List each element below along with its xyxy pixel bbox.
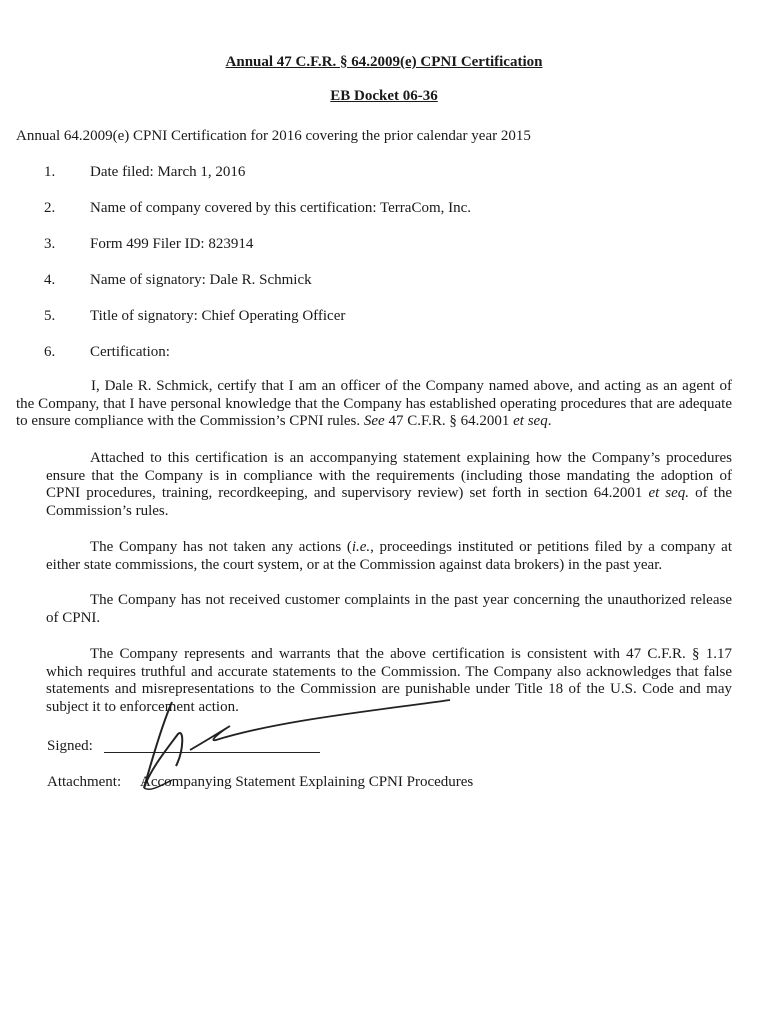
document-title: Annual 47 C.F.R. § 64.2009(e) CPNI Certification <box>225 54 543 70</box>
item-number: 4. <box>44 272 56 288</box>
signed-label: Signed: <box>47 738 93 754</box>
item-text: Name of company covered by this certification: TerraCom, Inc. <box>90 200 472 216</box>
item-text: Certification: <box>90 344 170 360</box>
list-item <box>44 272 312 289</box>
actions-paragraph: The Company has not taken any actions (i.e., proceedings instituted or petitions filed by a company at either state commissions, the court system, or at the Commission against data brokers) in the past year. <box>46 539 733 573</box>
item-number: 5. <box>44 308 56 324</box>
list-item <box>44 344 170 361</box>
list-item <box>44 308 345 325</box>
item-text: Form 499 Filer ID: 823914 <box>90 236 254 252</box>
certification-paragraph: I, Dale R. Schmick, certify that I am an officer of the Company named above, and acting as an agent of the Company, that I have personal knowledge that the Company has established operating procedures that are adequate to ensure compliance with the Commission’s CPNI rules. See 47 C.F.R. § 64.2001 et seq. <box>16 378 732 429</box>
procedures-paragraph: Attached to this certification is an accompanying statement explaining how the Company’s procedures ensure that the Company is in compliance with the requirements (including those mandating the adoption of CPNI procedures, training, recordkeeping, and supervisory review) set forth in section 64.2001 et seq. of the Commission’s rules. <box>46 450 732 519</box>
item-text: Date filed: March 1, 2016 <box>90 164 246 180</box>
attachment-line <box>47 774 473 791</box>
item-number: 3. <box>44 236 56 252</box>
item-number: 1. <box>44 164 56 180</box>
list-item <box>44 200 471 217</box>
item-number: 6. <box>44 344 56 360</box>
item-text: Title of signatory: Chief Operating Officer <box>90 308 346 324</box>
item-text: Name of signatory: Dale R. Schmick <box>90 272 312 288</box>
intro-line: Annual 64.2009(e) CPNI Certification for 2016 covering the prior calendar year 2015 <box>16 128 531 144</box>
list-item <box>44 164 245 181</box>
attachment-label: Attachment: <box>47 774 122 790</box>
list-item <box>44 236 253 253</box>
item-number: 2. <box>44 200 56 216</box>
docket-number: EB Docket 06-36 <box>330 88 438 104</box>
warranty-paragraph: The Company represents and warrants that the above certification is consistent with 47 C.F.R. § 1.17 which requires truthful and accurate statements to the Commission. The Company also acknowledges that false statements and misrepresentations to the Commission are punishable under Title 18 of the U.S. Code and may subject it to enforcement action. <box>46 646 732 715</box>
attachment-text: Accompanying Statement Explaining CPNI Procedures <box>140 774 474 790</box>
complaints-paragraph: The Company has not received customer complaints in the past year concerning the unauthorized release of CPNI. <box>46 592 732 626</box>
